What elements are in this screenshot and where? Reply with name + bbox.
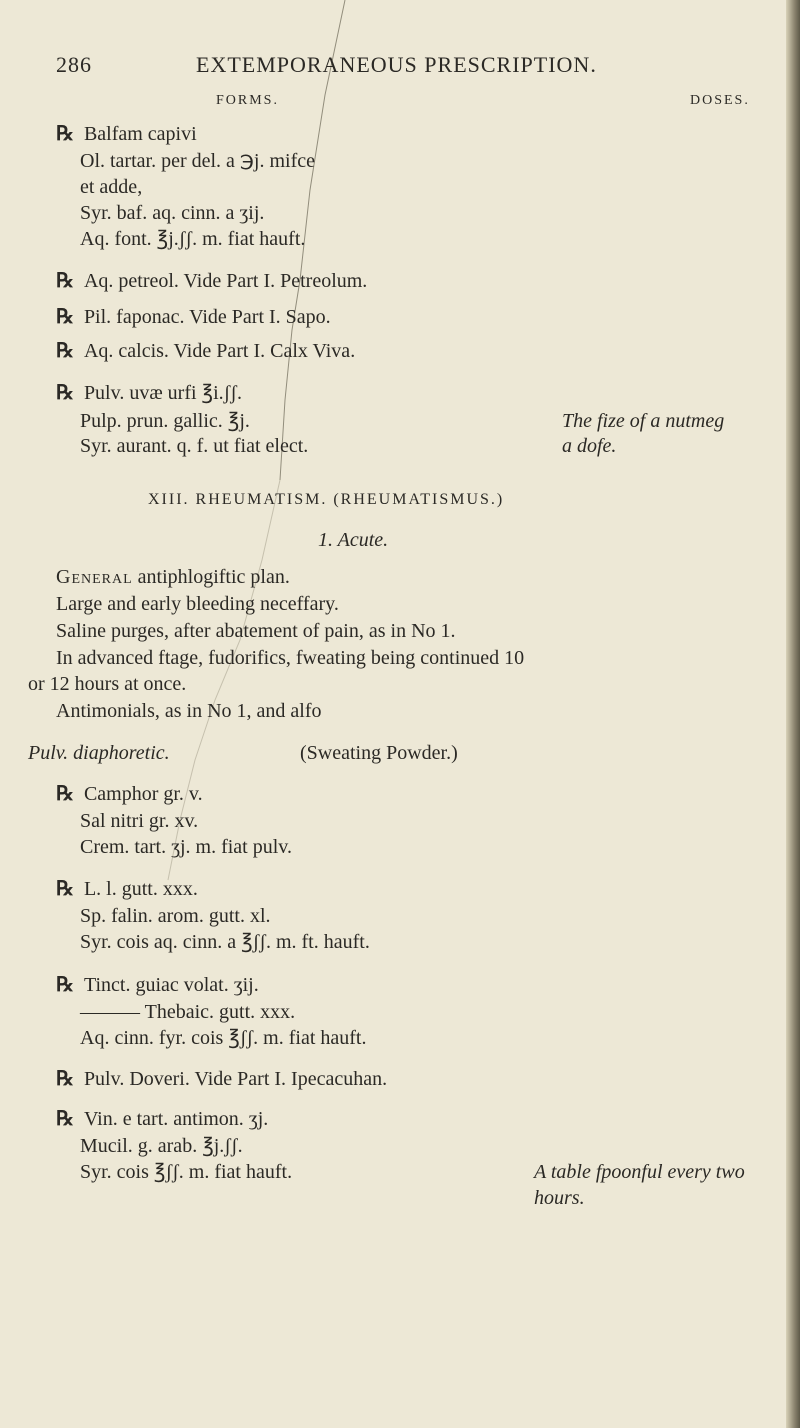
prescription-line: Pulp. prun. gallic. ℥j. [80,410,250,432]
prescription-line: Sp. falin. arom. gutt. xl. [80,905,271,927]
recipe-symbol: ℞ [56,878,74,900]
body-paragraph: General antiphlogiftic plan. [56,566,290,588]
body-paragraph: Antimonials, as in No 1, and alfo [56,700,322,722]
prescription-line: Syr. baf. aq. cinn. a ʒij. [80,202,265,224]
prescription-line: Syr. cois aq. cinn. a ℥ʃʃ. m. ft. hauft. [80,931,370,953]
recipe-symbol: ℞ [56,123,74,145]
recipe-symbol: ℞ [56,783,74,805]
prescription-line: Syr. cois ℥ʃʃ. m. fiat hauft. [80,1161,293,1183]
recipe-symbol: ℞ [56,974,74,996]
prescription-line: ℞ Balfam capivi [56,123,197,145]
subsection-heading: 1. Acute. [318,529,389,551]
prescription-line: ℞ Vin. e tart. antimon. ʒj. [56,1108,269,1130]
recipe-symbol: ℞ [56,270,74,292]
prescription-line: Mucil. g. arab. ℥j.ʃʃ. [80,1135,243,1157]
body-paragraph: or 12 hours at once. [28,673,187,695]
prescription-line: Aq. cinn. fyr. cois ℥ʃʃ. m. fiat hauft. [80,1027,367,1049]
dose-note: A table fpoonful every two [534,1161,745,1183]
prescription-line: Aq. font. ℥j.ʃʃ. m. fiat hauft. [80,228,306,250]
page-number: 286 [56,52,92,77]
formula-gloss: (Sweating Powder.) [300,742,458,764]
prescription-line: et adde, [80,176,143,198]
recipe-symbol: ℞ [56,382,74,404]
recipe-symbol: ℞ [56,306,74,328]
running-title: EXTEMPORANEOUS PRESCRIPTION. [196,52,597,77]
body-paragraph: Large and early bleeding neceffary. [56,593,339,615]
body-paragraph: Saline purges, after abatement of pain, as in No 1. [56,620,456,642]
prescription-line: ℞ Camphor gr. v. [56,783,203,805]
prescription-line: ℞ Tinct. guiac volat. ʒij. [56,974,259,996]
prescription-reference: ℞ Aq. petreol. Vide Part I. Petreolum. [56,270,368,292]
formula-name: Pulv. diaphoretic. [28,742,170,764]
page-edge-shadow [786,0,800,1428]
column-heading-forms: FORMS. [216,93,279,108]
column-heading-doses: DOSES. [690,93,750,108]
prescription-reference: ℞ Aq. calcis. Vide Part I. Calx Viva. [56,340,356,362]
prescription-line: Sal nitri gr. xv. [80,810,199,832]
dose-note: The fize of a nutmeg [562,410,725,432]
prescription-line: Crem. tart. ʒj. m. fiat pulv. [80,836,292,858]
prescription-line: Syr. aurant. q. f. ut fiat elect. [80,435,309,457]
recipe-symbol: ℞ [56,340,74,362]
section-heading: XIII. RHEUMATISM. (RHEUMATISMUS.) [148,491,505,508]
recipe-symbol: ℞ [56,1068,74,1090]
dose-note: hours. [534,1187,585,1209]
recipe-symbol: ℞ [56,1108,74,1130]
prescription-line: Ol. tartar. per del. a ℈j. mifce [80,150,315,172]
prescription-line: ℞ L. l. gutt. xxx. [56,878,198,900]
prescription-reference: ℞ Pulv. Doveri. Vide Part I. Ipecacuhan. [56,1068,388,1090]
prescription-line: ℞ Pulv. uvæ urfi ℥i.ʃʃ. [56,382,242,404]
prescription-line: ——— Thebaic. gutt. xxx. [80,1001,296,1023]
dose-note: a dofe. [562,435,617,457]
prescription-reference: ℞ Pil. faponac. Vide Part I. Sapo. [56,306,331,328]
body-paragraph: In advanced ftage, fudorifics, fweating being continued 10 [56,647,525,669]
